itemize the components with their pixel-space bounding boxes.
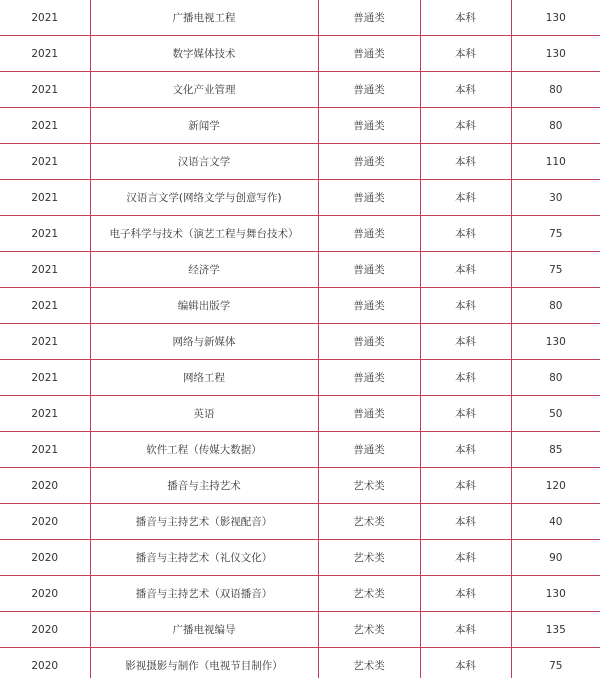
major-cell: 播音与主持艺术: [90, 468, 318, 504]
category-cell: 艺术类: [318, 612, 420, 648]
table-row: [0, 324, 600, 360]
major-cell: 广播电视编导: [90, 612, 318, 648]
category-cell: 普通类: [318, 216, 420, 252]
level-cell: 本科: [420, 288, 511, 324]
level-cell: 本科: [420, 0, 511, 36]
major-cell: 播音与主持艺术（影视配音）: [90, 504, 318, 540]
level-cell: 本科: [420, 72, 511, 108]
year-cell: 2021: [0, 432, 90, 468]
category-cell: 艺术类: [318, 468, 420, 504]
count-cell: 80: [511, 108, 600, 144]
major-cell: 播音与主持艺术（礼仪文化）: [90, 540, 318, 576]
table-row: [0, 540, 600, 576]
count-cell: 80: [511, 72, 600, 108]
year-cell: 2020: [0, 576, 90, 612]
category-cell: 普通类: [318, 324, 420, 360]
level-cell: 本科: [420, 504, 511, 540]
major-cell: 影视摄影与制作（电视节目制作）: [90, 648, 318, 678]
table-row: [0, 180, 600, 216]
category-cell: 普通类: [318, 144, 420, 180]
table-row: [0, 504, 600, 540]
year-cell: 2021: [0, 324, 90, 360]
level-cell: 本科: [420, 576, 511, 612]
level-cell: 本科: [420, 144, 511, 180]
table-row: [0, 0, 600, 36]
category-cell: 普通类: [318, 108, 420, 144]
table-row: [0, 612, 600, 648]
count-cell: 120: [511, 468, 600, 504]
count-cell: 130: [511, 324, 600, 360]
count-cell: 130: [511, 0, 600, 36]
category-cell: 普通类: [318, 288, 420, 324]
count-cell: 135: [511, 612, 600, 648]
major-cell: 汉语言文学(网络文学与创意写作): [90, 180, 318, 216]
table-row: [0, 288, 600, 324]
category-cell: 普通类: [318, 36, 420, 72]
level-cell: 本科: [420, 468, 511, 504]
table-row: [0, 468, 600, 504]
major-cell: 英语: [90, 396, 318, 432]
level-cell: 本科: [420, 612, 511, 648]
table-row: [0, 396, 600, 432]
table-row: [0, 216, 600, 252]
table-row: [0, 144, 600, 180]
category-cell: 普通类: [318, 360, 420, 396]
year-cell: 2021: [0, 72, 90, 108]
major-cell: 广播电视工程: [90, 0, 318, 36]
major-cell: 播音与主持艺术（双语播音）: [90, 576, 318, 612]
year-cell: 2021: [0, 252, 90, 288]
table-row: [0, 360, 600, 396]
year-cell: 2021: [0, 36, 90, 72]
category-cell: 普通类: [318, 0, 420, 36]
year-cell: 2020: [0, 540, 90, 576]
level-cell: 本科: [420, 216, 511, 252]
count-cell: 85: [511, 432, 600, 468]
year-cell: 2021: [0, 216, 90, 252]
category-cell: 普通类: [318, 180, 420, 216]
level-cell: 本科: [420, 36, 511, 72]
count-cell: 40: [511, 504, 600, 540]
level-cell: 本科: [420, 648, 511, 678]
year-cell: 2020: [0, 468, 90, 504]
level-cell: 本科: [420, 432, 511, 468]
level-cell: 本科: [420, 252, 511, 288]
year-cell: 2021: [0, 108, 90, 144]
major-cell: 汉语言文学: [90, 144, 318, 180]
category-cell: 普通类: [318, 432, 420, 468]
count-cell: 75: [511, 252, 600, 288]
count-cell: 80: [511, 360, 600, 396]
major-cell: 文化产业管理: [90, 72, 318, 108]
year-cell: 2021: [0, 0, 90, 36]
category-cell: 艺术类: [318, 504, 420, 540]
table-row: [0, 648, 600, 678]
table-row: [0, 576, 600, 612]
major-cell: 软件工程（传媒大数据）: [90, 432, 318, 468]
count-cell: 75: [511, 216, 600, 252]
year-cell: 2021: [0, 360, 90, 396]
major-cell: 编辑出版学: [90, 288, 318, 324]
year-cell: 2021: [0, 288, 90, 324]
category-cell: 艺术类: [318, 540, 420, 576]
major-cell: 电子科学与技术（演艺工程与舞台技术）: [90, 216, 318, 252]
category-cell: 艺术类: [318, 576, 420, 612]
table-row: [0, 72, 600, 108]
count-cell: 130: [511, 36, 600, 72]
count-cell: 90: [511, 540, 600, 576]
count-cell: 130: [511, 576, 600, 612]
major-cell: 经济学: [90, 252, 318, 288]
table-row: [0, 108, 600, 144]
count-cell: 110: [511, 144, 600, 180]
count-cell: 80: [511, 288, 600, 324]
level-cell: 本科: [420, 540, 511, 576]
level-cell: 本科: [420, 180, 511, 216]
major-cell: 网络与新媒体: [90, 324, 318, 360]
major-cell: 数字媒体技术: [90, 36, 318, 72]
table-row: [0, 432, 600, 468]
level-cell: 本科: [420, 108, 511, 144]
year-cell: 2020: [0, 648, 90, 678]
year-cell: 2020: [0, 504, 90, 540]
category-cell: 艺术类: [318, 648, 420, 678]
count-cell: 30: [511, 180, 600, 216]
major-cell: 新闻学: [90, 108, 318, 144]
category-cell: 普通类: [318, 252, 420, 288]
table-row: [0, 252, 600, 288]
year-cell: 2021: [0, 396, 90, 432]
level-cell: 本科: [420, 396, 511, 432]
level-cell: 本科: [420, 360, 511, 396]
count-cell: 75: [511, 648, 600, 678]
year-cell: 2021: [0, 180, 90, 216]
category-cell: 普通类: [318, 396, 420, 432]
level-cell: 本科: [420, 324, 511, 360]
category-cell: 普通类: [318, 72, 420, 108]
year-cell: 2021: [0, 144, 90, 180]
major-cell: 网络工程: [90, 360, 318, 396]
count-cell: 50: [511, 396, 600, 432]
table-row: [0, 36, 600, 72]
year-cell: 2020: [0, 612, 90, 648]
